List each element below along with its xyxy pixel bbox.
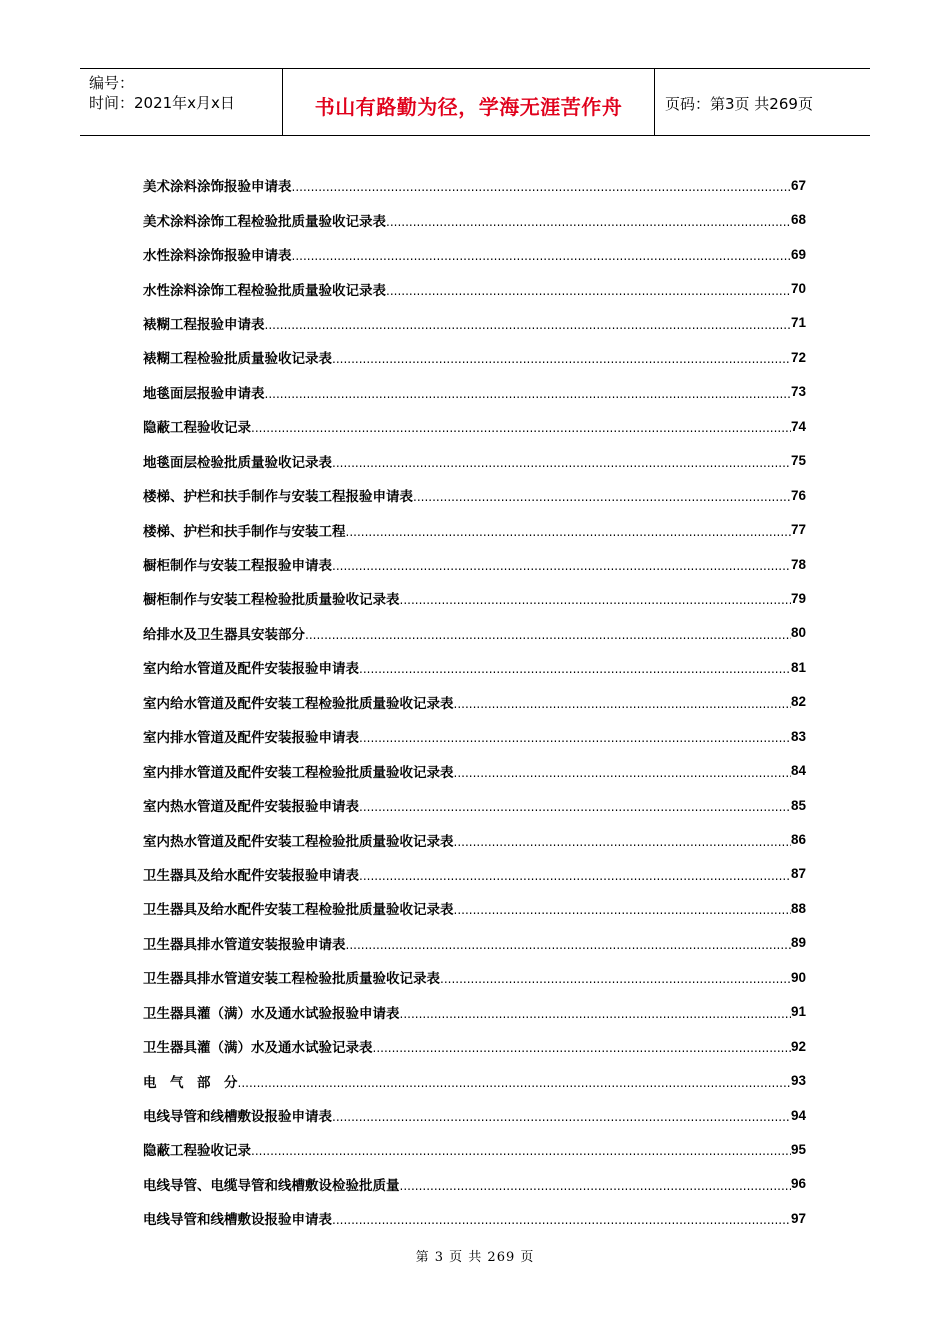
toc-entry-page-number: 77 [790, 522, 806, 538]
toc-entry[interactable] [143, 271, 806, 305]
toc-entry-title: 电线导管、电缆导管和线槽敷设检验批质量 [143, 1177, 400, 1194]
header-motto: 书山有路勤为径，学海无涯苦作舟 [283, 69, 655, 135]
toc-entry[interactable] [143, 237, 806, 271]
toc-entry[interactable] [143, 719, 806, 753]
toc-dot-leader [400, 593, 791, 607]
toc-entry[interactable] [143, 685, 806, 719]
toc-entry-page-number: 80 [790, 625, 806, 641]
toc-entry-title: 卫生器具排水管道安装工程检验批质量验收记录表 [143, 971, 440, 988]
toc-entry[interactable] [143, 581, 806, 615]
toc-entry-title: 卫生器具及给水配件安装报验申请表 [143, 867, 359, 884]
toc-entry[interactable] [143, 340, 806, 374]
toc-dot-leader [400, 1179, 791, 1193]
toc-dot-leader [332, 559, 791, 573]
toc-entry-title: 卫生器具排水管道安装报验申请表 [143, 936, 346, 953]
toc-entry-page-number: 84 [790, 763, 806, 779]
toc-dot-leader [386, 284, 791, 298]
toc-entry-page-number: 86 [790, 832, 806, 848]
toc-entry[interactable] [143, 1132, 806, 1166]
header-meta [80, 69, 283, 135]
toc-dot-leader [332, 1110, 791, 1124]
toc-entry-title: 卫生器具灌（满）水及通水试验记录表 [143, 1040, 373, 1057]
toc-entry-page-number: 91 [790, 1004, 806, 1020]
toc-dot-leader [332, 352, 791, 366]
toc-entry-title: 水性涂料涂饰工程检验批质量验收记录表 [143, 282, 386, 299]
toc-entry-page-number: 79 [790, 590, 806, 606]
toc-dot-leader [413, 490, 791, 504]
toc-entry[interactable] [143, 1063, 806, 1097]
toc-dot-leader [400, 1007, 791, 1021]
toc-dot-leader [373, 1041, 791, 1055]
toc-entry-page-number: 74 [790, 418, 806, 434]
document-number-label: 编号： [89, 74, 135, 92]
toc-entry-page-number: 95 [790, 1141, 806, 1157]
toc-entry-title: 隐蔽工程验收记录 [143, 1143, 251, 1160]
toc-dot-leader [265, 318, 791, 332]
toc-entry-page-number: 82 [790, 694, 806, 710]
toc-entry[interactable] [143, 822, 806, 856]
toc-entry-page-number: 88 [790, 900, 806, 916]
toc-entry-title: 室内排水管道及配件安装工程检验批质量验收记录表 [143, 764, 454, 781]
toc-entry-page-number: 73 [790, 384, 806, 400]
toc-dot-leader [238, 1076, 791, 1090]
toc-dot-leader [454, 766, 791, 780]
header-page-label: 页码：第3页 共269页 [665, 94, 813, 113]
toc-entry-page-number: 81 [790, 659, 806, 675]
toc-entry[interactable] [143, 960, 806, 994]
toc-entry-page-number: 83 [790, 728, 806, 744]
table-of-contents [143, 168, 806, 1236]
toc-entry[interactable] [143, 788, 806, 822]
toc-entry-title: 隐蔽工程验收记录 [143, 420, 251, 437]
toc-entry-title: 电线导管和线槽敷设报验申请表 [143, 1212, 332, 1229]
toc-dot-leader [265, 387, 791, 401]
toc-dot-leader [359, 662, 791, 676]
toc-entry[interactable] [143, 891, 806, 925]
toc-dot-leader [359, 869, 791, 883]
toc-entry-title: 橱柜制作与安装工程检验批质量验收记录表 [143, 592, 400, 609]
toc-entry-title: 电线导管和线槽敷设报验申请表 [143, 1109, 332, 1126]
toc-entry-page-number: 75 [790, 453, 806, 469]
toc-entry-title: 室内给水管道及配件安装报验申请表 [143, 661, 359, 678]
toc-entry-title: 楼梯、护栏和扶手制作与安装工程 [143, 523, 346, 540]
toc-entry-title: 裱糊工程检验批质量验收记录表 [143, 351, 332, 368]
toc-entry-title: 地毯面层检验批质量验收记录表 [143, 454, 332, 471]
toc-entry[interactable] [143, 650, 806, 684]
toc-entry[interactable] [143, 547, 806, 581]
toc-entry-page-number: 69 [790, 246, 806, 262]
toc-entry-page-number: 78 [790, 556, 806, 572]
toc-entry-page-number: 90 [790, 969, 806, 985]
toc-entry[interactable] [143, 512, 806, 546]
toc-entry-title: 室内给水管道及配件安装工程检验批质量验收记录表 [143, 695, 454, 712]
toc-dot-leader [292, 180, 791, 194]
toc-dot-leader [386, 215, 791, 229]
toc-entry[interactable] [143, 478, 806, 512]
toc-dot-leader [454, 697, 791, 711]
toc-entry-page-number: 71 [790, 315, 806, 331]
toc-entry[interactable] [143, 1167, 806, 1201]
toc-entry[interactable] [143, 1029, 806, 1063]
page-footer: 第 3 页 共 269 页 [415, 1250, 535, 1265]
toc-dot-leader [440, 972, 791, 986]
toc-entry-title: 裱糊工程报验申请表 [143, 316, 265, 333]
toc-entry[interactable] [143, 616, 806, 650]
toc-dot-leader [332, 1213, 791, 1227]
toc-entry-page-number: 87 [790, 866, 806, 882]
toc-entry-page-number: 72 [790, 349, 806, 365]
toc-entry[interactable] [143, 306, 806, 340]
toc-entry-page-number: 97 [790, 1210, 806, 1226]
toc-entry-title: 楼梯、护栏和扶手制作与安装工程报验申请表 [143, 489, 413, 506]
toc-dot-leader [359, 800, 791, 814]
toc-entry-title: 水性涂料涂饰报验申请表 [143, 248, 292, 265]
toc-entry[interactable] [143, 995, 806, 1029]
toc-entry-page-number: 76 [790, 487, 806, 503]
toc-entry-title: 地毯面层报验申请表 [143, 385, 265, 402]
toc-dot-leader [292, 249, 791, 263]
toc-entry-title: 电 气 部 分 [143, 1074, 238, 1091]
toc-entry[interactable] [143, 202, 806, 236]
toc-entry-page-number: 96 [790, 1176, 806, 1192]
toc-entry-title: 橱柜制作与安装工程报验申请表 [143, 558, 332, 575]
toc-entry[interactable] [143, 857, 806, 891]
toc-entry-title: 美术涂料涂饰工程检验批质量验收记录表 [143, 213, 386, 230]
toc-entry[interactable] [143, 926, 806, 960]
toc-dot-leader [346, 938, 791, 952]
toc-entry-title: 室内热水管道及配件安装报验申请表 [143, 799, 359, 816]
toc-entry[interactable] [143, 1098, 806, 1132]
toc-entry[interactable] [143, 1201, 806, 1235]
toc-entry-page-number: 68 [790, 212, 806, 228]
toc-entry[interactable] [143, 753, 806, 787]
toc-dot-leader [454, 903, 791, 917]
toc-entry-page-number: 85 [790, 797, 806, 813]
toc-dot-leader [332, 456, 791, 470]
toc-entry-page-number: 70 [790, 281, 806, 297]
toc-entry-title: 卫生器具灌（满）水及通水试验报验申请表 [143, 1005, 400, 1022]
toc-entry-title: 美术涂料涂饰报验申请表 [143, 179, 292, 196]
toc-entry[interactable] [143, 444, 806, 478]
toc-dot-leader [359, 731, 791, 745]
toc-entry[interactable] [143, 168, 806, 202]
toc-entry-page-number: 94 [790, 1107, 806, 1123]
toc-entry[interactable] [143, 409, 806, 443]
document-time-label: 时间：2021年x月x日 [89, 94, 235, 112]
toc-entry-title: 卫生器具及给水配件安装工程检验批质量验收记录表 [143, 902, 454, 919]
toc-entry[interactable] [143, 375, 806, 409]
toc-entry-title: 室内热水管道及配件安装工程检验批质量验收记录表 [143, 833, 454, 850]
toc-dot-leader [251, 421, 791, 435]
toc-entry-page-number: 93 [790, 1073, 806, 1089]
toc-dot-leader [346, 525, 791, 539]
toc-entry-page-number: 89 [790, 935, 806, 951]
toc-entry-title: 室内排水管道及配件安装报验申请表 [143, 730, 359, 747]
toc-dot-leader [454, 835, 791, 849]
toc-entry-page-number: 67 [790, 177, 806, 193]
toc-dot-leader [251, 1144, 791, 1158]
toc-entry-title: 给排水及卫生器具安装部分 [143, 626, 305, 643]
toc-dot-leader [305, 628, 791, 642]
toc-entry-page-number: 92 [790, 1038, 806, 1054]
document-header [80, 68, 870, 136]
